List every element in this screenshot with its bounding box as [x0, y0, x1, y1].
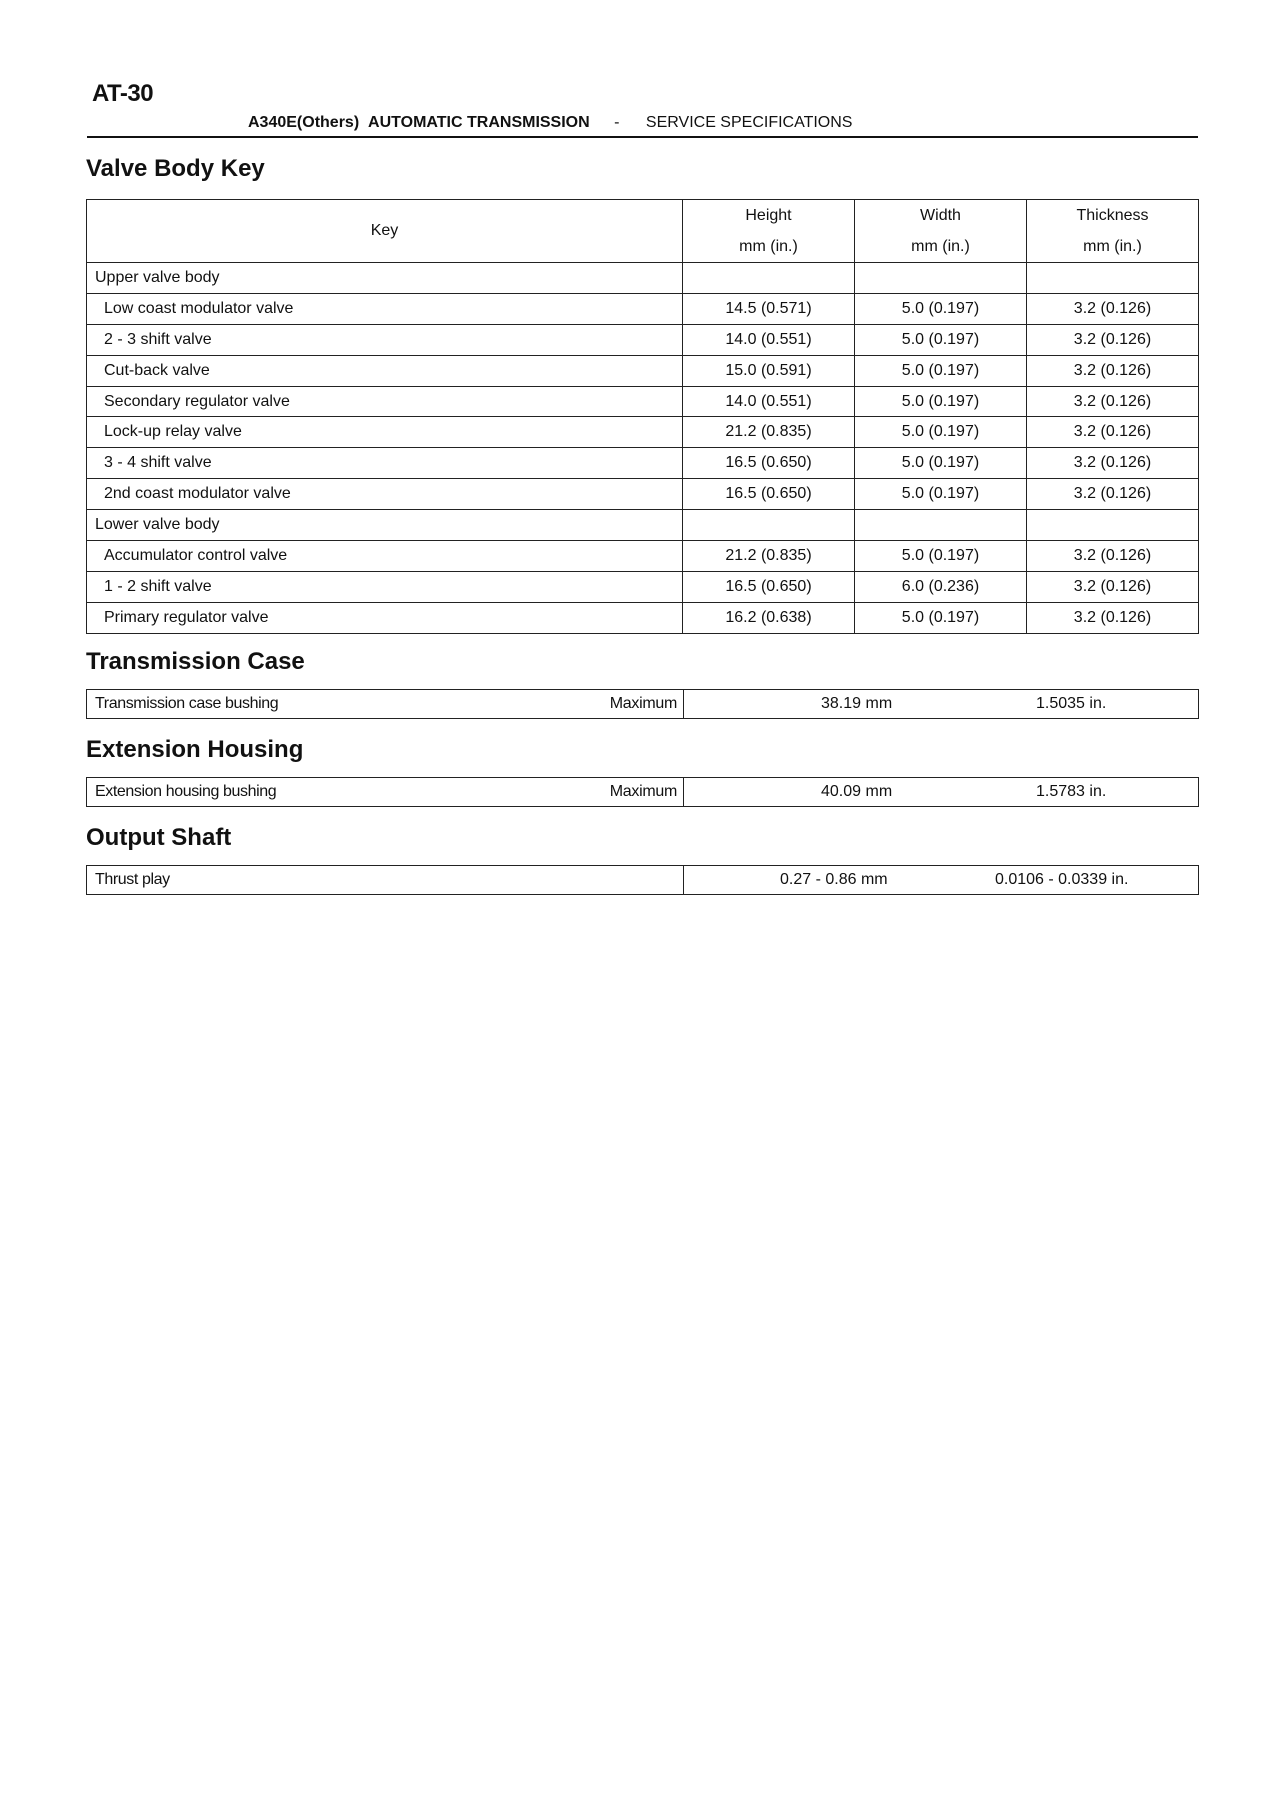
header-model: A340E(Others): [248, 114, 360, 131]
spec-item: Extension housing bushing: [95, 783, 277, 800]
col-header-key: Key: [87, 200, 683, 263]
spec-value-in: 0.0106 - 0.0339 in.: [995, 871, 1129, 888]
header-separator: -: [614, 114, 620, 131]
col-header-thickness: Thickness mm (in.): [1027, 200, 1199, 263]
table-row: [87, 293, 1199, 324]
spec-value-mm: 0.27 - 0.86 mm: [780, 871, 888, 888]
spec-value-in: 1.5035 in.: [1036, 695, 1107, 712]
table-header-row: [87, 200, 1199, 263]
table-row: [87, 417, 1199, 448]
row-width: 5.0 (0.197): [855, 355, 1027, 386]
spec-label-cell: [87, 778, 684, 807]
spec-item: Thrust play: [95, 871, 170, 888]
row-thickness: 3.2 (0.126): [1027, 355, 1199, 386]
table-row: [87, 541, 1199, 572]
row-height: 16.2 (0.638): [683, 602, 855, 633]
row-width: 5.0 (0.197): [855, 541, 1027, 572]
extension-housing-title: Extension Housing: [86, 736, 304, 763]
row-height: 14.0 (0.551): [683, 324, 855, 355]
row-width: 5.0 (0.197): [855, 448, 1027, 479]
row-key: Secondary regulator valve: [87, 386, 683, 417]
extension-housing-table: [86, 777, 1199, 807]
row-height: [683, 263, 855, 294]
row-key: 2nd coast modulator valve: [87, 479, 683, 510]
row-thickness: 3.2 (0.126): [1027, 479, 1199, 510]
table-row: [87, 778, 1199, 807]
header-subsection: SERVICE SPECIFICATIONS: [645, 114, 853, 131]
row-thickness: [1027, 263, 1199, 294]
row-width: [855, 263, 1027, 294]
table-row: [87, 602, 1199, 633]
output-shaft-title: Output Shaft: [86, 824, 232, 851]
table-row: [87, 386, 1199, 417]
transmission-case-table: [86, 689, 1199, 719]
spec-value-in: 1.5783 in.: [1036, 783, 1107, 800]
spec-value-mm: 38.19 mm: [821, 695, 893, 712]
table-row: [87, 479, 1199, 510]
table-row: [87, 355, 1199, 386]
row-key: 3 - 4 shift valve: [87, 448, 683, 479]
running-header: [248, 114, 852, 132]
header-rule: [87, 136, 1198, 138]
row-key: Low coast modulator valve: [87, 293, 683, 324]
row-thickness: 3.2 (0.126): [1027, 386, 1199, 417]
row-key: Primary regulator valve: [87, 602, 683, 633]
row-thickness: [1027, 510, 1199, 541]
row-width: 5.0 (0.197): [855, 479, 1027, 510]
row-key: Upper valve body: [87, 263, 683, 294]
row-width: 5.0 (0.197): [855, 324, 1027, 355]
table-row-group: [87, 510, 1199, 541]
spec-value-cell: [684, 866, 1199, 895]
row-width: 5.0 (0.197): [855, 602, 1027, 633]
row-thickness: 3.2 (0.126): [1027, 324, 1199, 355]
row-key: Lower valve body: [87, 510, 683, 541]
header-section: AUTOMATIC TRANSMISSION: [368, 114, 590, 131]
row-thickness: 3.2 (0.126): [1027, 541, 1199, 572]
col-header-height: Height mm (in.): [683, 200, 855, 263]
valve-body-key-title: Valve Body Key: [86, 155, 265, 182]
row-key: 1 - 2 shift valve: [87, 571, 683, 602]
table-row-group: [87, 263, 1199, 294]
table-row: [87, 690, 1199, 719]
spec-value-cell: [684, 690, 1199, 719]
row-thickness: 3.2 (0.126): [1027, 571, 1199, 602]
col-header-width: Width mm (in.): [855, 200, 1027, 263]
spec-label-cell: [87, 866, 684, 895]
row-thickness: 3.2 (0.126): [1027, 417, 1199, 448]
row-thickness: 3.2 (0.126): [1027, 602, 1199, 633]
page-number: AT-30: [92, 80, 154, 107]
spec-label-cell: [87, 690, 684, 719]
spec-qualifier: Maximum: [609, 695, 677, 712]
row-key: 2 - 3 shift valve: [87, 324, 683, 355]
row-key: Lock-up relay valve: [87, 417, 683, 448]
row-height: 14.0 (0.551): [683, 386, 855, 417]
spec-value-cell: [684, 778, 1199, 807]
spec-item: Transmission case bushing: [95, 695, 279, 712]
row-height: 15.0 (0.591): [683, 355, 855, 386]
row-height: 14.5 (0.571): [683, 293, 855, 324]
row-width: 5.0 (0.197): [855, 293, 1027, 324]
valve-body-key-table: [86, 199, 1199, 634]
table-row: [87, 571, 1199, 602]
row-height: 16.5 (0.650): [683, 571, 855, 602]
row-width: 5.0 (0.197): [855, 386, 1027, 417]
row-height: [683, 510, 855, 541]
row-height: 16.5 (0.650): [683, 479, 855, 510]
row-width: 5.0 (0.197): [855, 417, 1027, 448]
table-row: [87, 866, 1199, 895]
row-key: Cut-back valve: [87, 355, 683, 386]
row-thickness: 3.2 (0.126): [1027, 448, 1199, 479]
row-height: 16.5 (0.650): [683, 448, 855, 479]
row-thickness: 3.2 (0.126): [1027, 293, 1199, 324]
row-height: 21.2 (0.835): [683, 541, 855, 572]
transmission-case-title: Transmission Case: [86, 648, 305, 675]
row-height: 21.2 (0.835): [683, 417, 855, 448]
row-key: Accumulator control valve: [87, 541, 683, 572]
row-width: 6.0 (0.236): [855, 571, 1027, 602]
spec-qualifier: Maximum: [609, 783, 677, 800]
spec-value-mm: 40.09 mm: [821, 783, 893, 800]
output-shaft-table: [86, 865, 1199, 895]
table-row: [87, 324, 1199, 355]
row-width: [855, 510, 1027, 541]
table-row: [87, 448, 1199, 479]
